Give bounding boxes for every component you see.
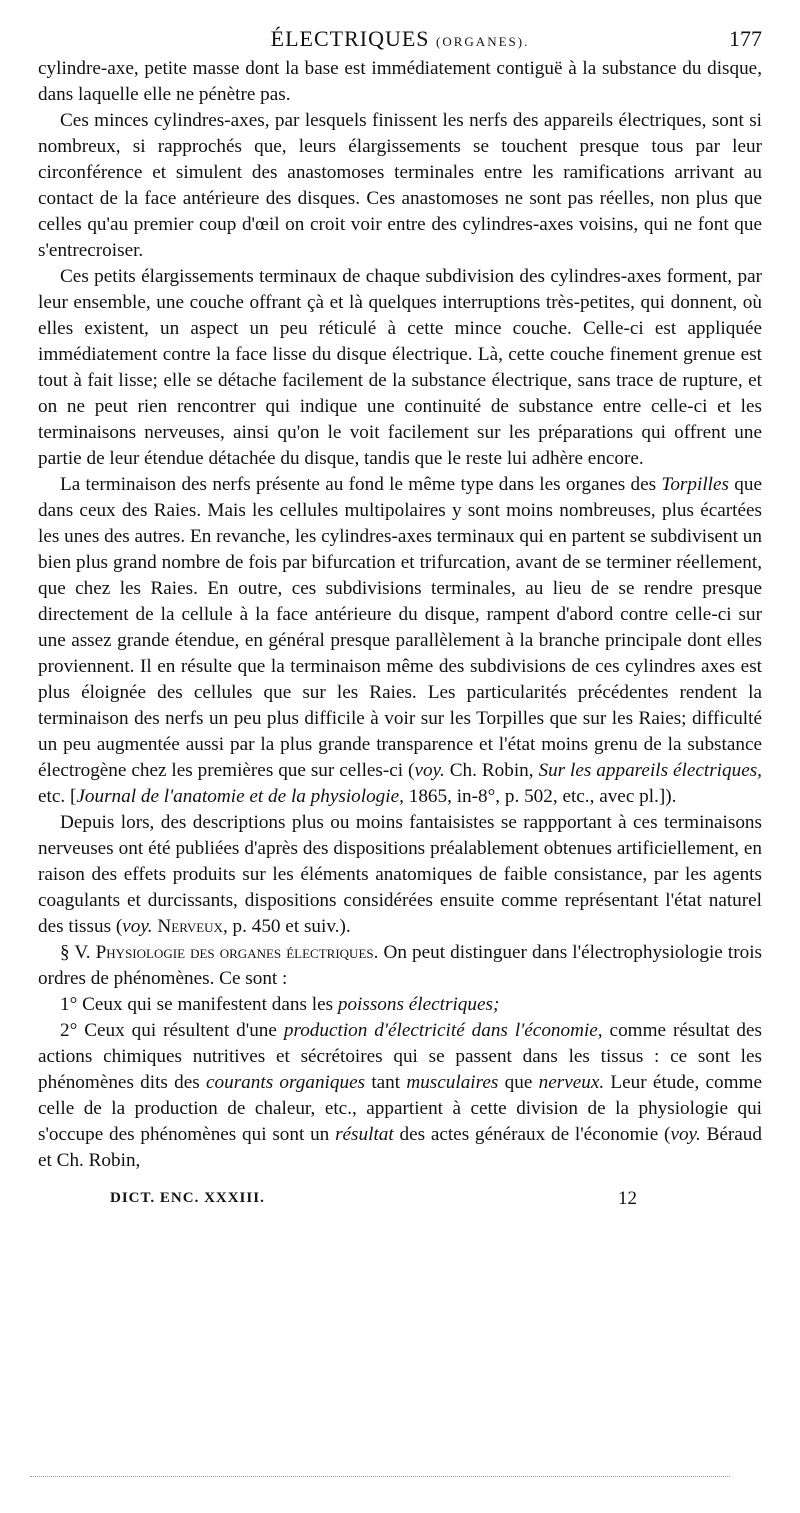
text-run: cylindre-axe, petite masse dont la base est immédiatement contiguë à la substance du disque, dans laquelle elle ne pénètre pas. [38,58,762,105]
text-run: comme résultat des actions chimiques nutritives et sécrétoires qui se passent dans les tissus : ce sont les phénomènes dits des [38,1020,762,1093]
text-run: musculaires [406,1072,499,1093]
text-run: que [498,1072,539,1093]
text-run: , p. 450 et suiv.). [222,916,351,937]
running-head [38,26,762,56]
text-run: La terminaison des nerfs présente au fond le même type dans les organes des [60,474,662,495]
running-title [38,26,762,52]
text-run: § V. [60,942,96,963]
text-run: production d'électricité dans l'économie, [283,1020,603,1041]
page-number: 177 [729,26,762,51]
text-run: . On peut distinguer dans l'électrophysiologie trois ordres de phénomènes. Ce sont : [38,942,763,989]
text-run: courants organiques [206,1072,366,1093]
paragraph-0 [38,56,762,108]
text-run: voy. [122,916,153,937]
text-run: poissons électriques; [337,994,500,1015]
page [38,26,762,1218]
text-run: Ces minces cylindres-axes, par lesquels finissent les nerfs des appareils électriques, sont si nombreux, si rapprochés que, leurs élargissements se touchent presque tous par leur circonférence et simulent des anastomoses terminales entre les ramifications arrivant au contact de la face antérieure des disques. Ces anastomoses ne sont pas réelles, non plus que celles qu'au premier coup d'œil on croit voir entre des cylindres-axes voisins, qui ne font que s'entrecroiser. [38,110,762,261]
paragraph-5 [38,940,762,992]
page-footer [38,1188,762,1218]
paragraph-7 [38,1018,762,1174]
text-run: Ces petits élargissements terminaux de chaque subdivision des cylindres-axes forment, par leur ensemble, une couche offrant çà et là quelques interruptions très-petites, qui donnent, où elles existent, un aspect un peu réticulé à cette mince couche. Celle-ci est appliquée immédiatement contre la face lisse du disque électrique. Là, cette couche finement grenue est tout à fait lisse; elle se détache facilement de la substance électrique, sans trace de rupture, et on ne peut rien rencontrer qui indique une continuité de substance entre celle-ci et les terminaisons nerveuses, ainsi qu'on le voit facilement sur les préparations qui offrent une partie de leur étendue détachée du disque, tandis que le reste lui adhère encore. [38,266,762,469]
text-run: 1865, in-8°, p. 502, etc., avec pl.]). [403,786,677,807]
text-run: voy. [414,760,445,781]
body-text [38,56,762,1174]
text-run: Physiologie des organes électriques [95,942,374,963]
running-title-paren: (ORGANES). [436,34,530,49]
text-run: Depuis lors, des descriptions plus ou moins fantaisistes se rappportant à ces terminaisons nerveuses ont été publiées d'après des dispositions préalablement obtenues artificiellement, en raison des effets produits sur les éléments anatomiques de faible consistance, par les agents coagulants et durcissants, dispositions considérées ensuite comme représentant l'état naturel des tissus ( [38,812,762,937]
running-title-text: ÉLECTRIQUES [270,26,430,51]
text-run: Journal de l'anatomie et de la physiologie, [76,786,404,807]
text-run: 2° Ceux qui résultent d'une [60,1020,284,1041]
sheet-number: 12 [618,1188,637,1209]
text-run: résultat [335,1124,394,1145]
paragraph-1 [38,108,762,264]
text-run: 1° Ceux qui se manifestent dans les [60,994,338,1015]
text-run: Sur les appareils électriques, [538,760,762,781]
text-run: tant [365,1072,407,1093]
text-run: des actes généraux de l'économie ( [393,1124,671,1145]
text-run: Torpilles [661,474,729,495]
text-run: Béraud et Ch. Robin, [38,1124,762,1171]
paragraph-6 [38,992,762,1018]
text-run: Leur étude, comme celle de la production de chaleur, etc., appartient à cette division de la physiologie qui s'occupe des phénomènes qui sont un [38,1072,762,1145]
text-run: Ch. Robin, [444,760,539,781]
scan-artifact-line [30,1476,730,1477]
text-run: etc. [ [38,786,77,807]
text-run: voy. [670,1124,701,1145]
text-run: Nerveux [157,916,223,937]
text-run: nerveux. [538,1072,605,1093]
signature-mark: DICT. ENC. XXXIII. [110,1190,265,1206]
paragraph-3 [38,472,762,810]
paragraph-4 [38,810,762,940]
paragraph-2 [38,264,762,472]
text-run: que dans ceux des Raies. Mais les cellules multipolaires y sont moins nombreuses, plus écartées les unes des autres. En revanche, les cylindres-axes terminaux qui en partent se subdivisent un bien plus grand nombre de fois par bifurcation et trifurcation, avant de se terminer réellement, que chez les Raies. En outre, ces subdivisions terminales, au lieu de se rendre presque directement de la cellule à la face antérieure du disque, rampent d'abord contre celle-ci sur une assez grande étendue, en général presque parallèlement à la branche principale dont elles proviennent. Il en résulte que la terminaison même des subdivisions de ces cylindres axes est plus éloignée des cellules que sur les Raies. Les particularités précédentes rendent la terminaison des nerfs un peu plus difficile à voir sur les Torpilles que sur les Raies; difficulté un peu augmentée aussi par la plus grande transparence et l'état moins grenu de la substance électrogène chez les premières que sur celles-ci ( [38,474,762,781]
